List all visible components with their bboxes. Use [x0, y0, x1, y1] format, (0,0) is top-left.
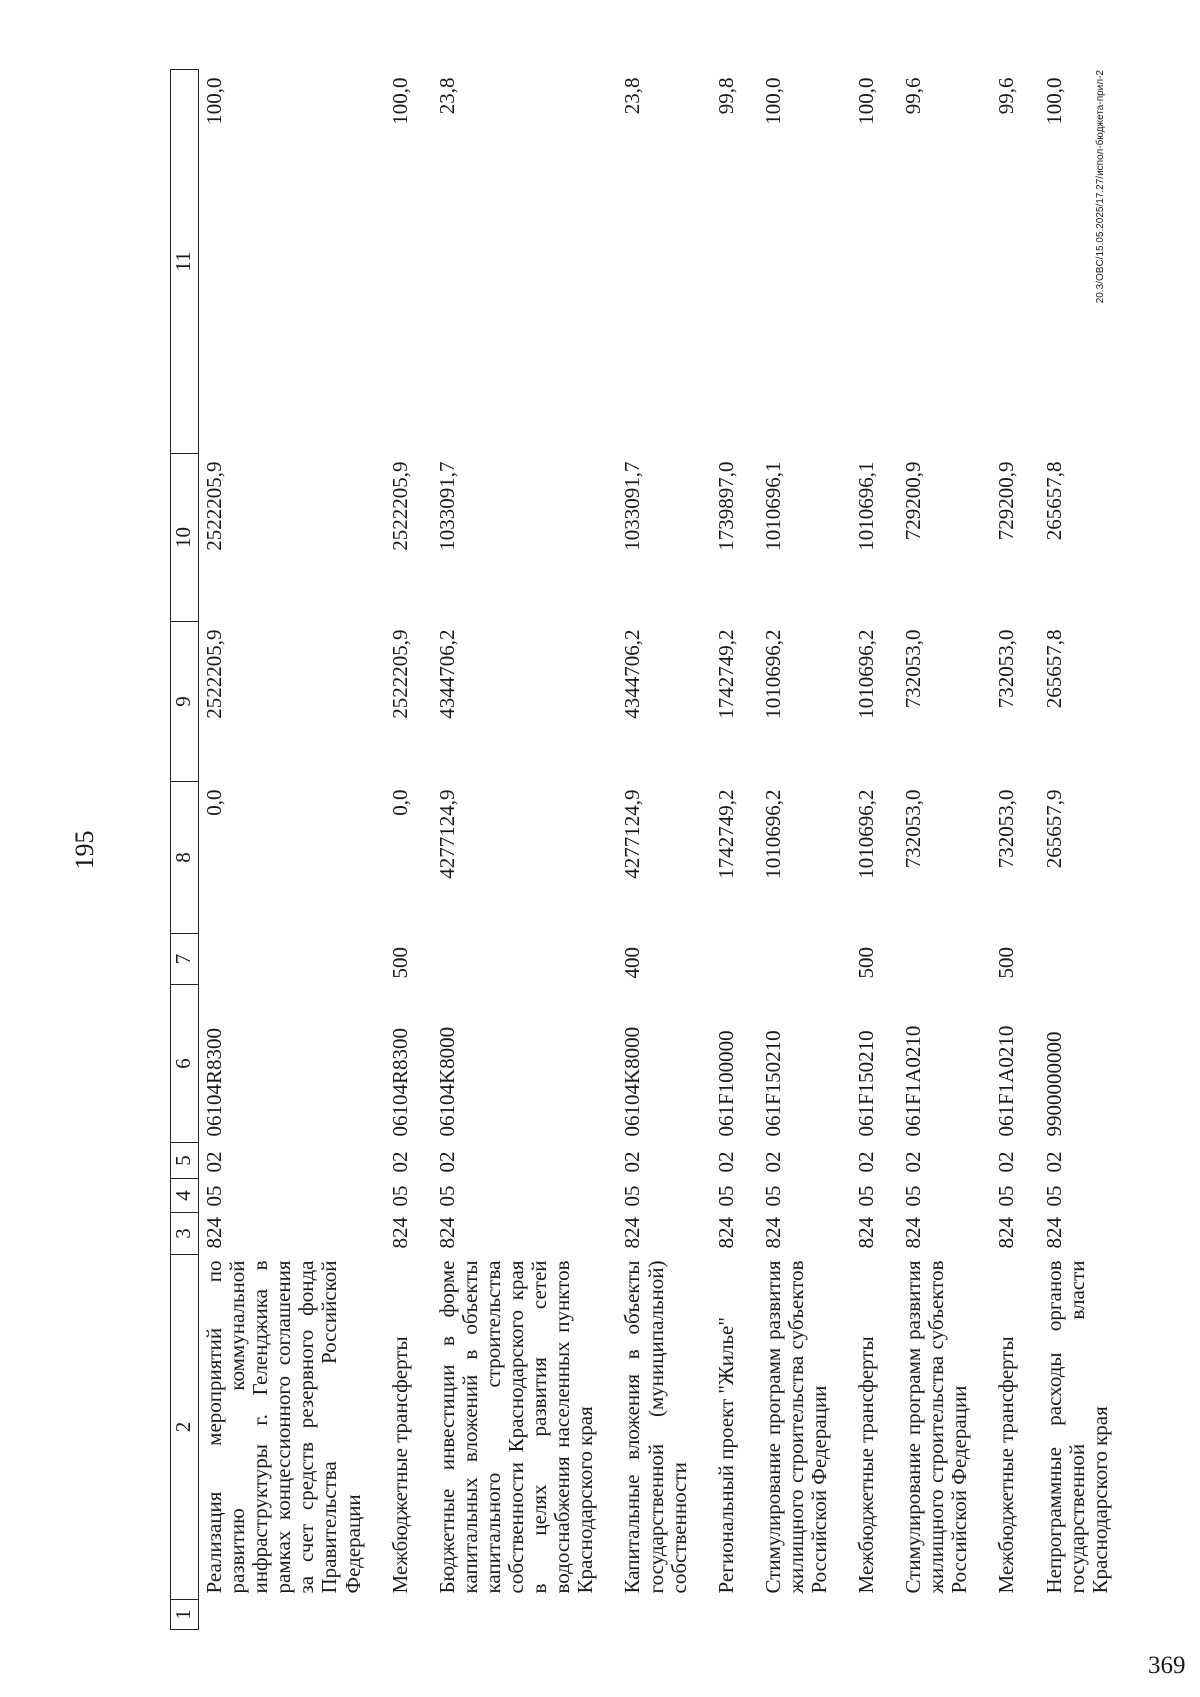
cell-section: 05	[620, 1185, 645, 1207]
table-row	[898, 70, 991, 1630]
table-row	[758, 70, 851, 1630]
cell-section: 05	[854, 1185, 879, 1207]
cell-executed-amount: 1010696,1	[854, 461, 879, 551]
col-header-7: 7	[171, 934, 199, 985]
cell-section: 05	[994, 1185, 1019, 1207]
cell-ministry-code: 824	[202, 1217, 226, 1249]
table-row	[851, 70, 898, 1630]
cell-approved-amount: 4277124,9	[620, 789, 645, 879]
cell-subsection: 02	[1041, 1151, 1066, 1173]
cell-approved-amount: 1742749,2	[713, 789, 738, 879]
cell-expense-type	[758, 934, 851, 985]
col-header-5: 5	[171, 1143, 199, 1179]
cell-budget-list-amount: 732053,0	[901, 629, 926, 709]
page-number: 369	[1148, 1652, 1186, 1679]
cell-target-article: 9900000000	[1041, 1031, 1066, 1137]
cell-executed-amount: 265657,8	[1041, 461, 1066, 541]
cell-approved-amount: 265657,9	[1041, 789, 1066, 869]
cell-percent-executed: 23,8	[434, 77, 459, 115]
cell-approved-amount: 0,0	[387, 789, 412, 816]
cell-approved-amount: 732053,0	[994, 789, 1019, 869]
cell-budget-list-amount: 1742749,2	[713, 629, 738, 719]
cell-percent-executed: 100,0	[760, 77, 785, 125]
table-row	[711, 70, 758, 1630]
cell-description: Стимулирование программ развития жилищного строительства субъектов Российской Федерации	[901, 1260, 972, 1594]
cell-description: Капитальные вложения в объекты государственной (муниципальной) собственности	[620, 1260, 691, 1594]
col-header-10: 10	[171, 454, 199, 622]
cell-executed-amount: 2522205,9	[202, 461, 226, 551]
cell-budget-list-amount: 2522205,9	[202, 629, 226, 719]
col-header-11: 11	[171, 70, 199, 454]
table-row	[199, 70, 385, 1630]
cell-budget-list-amount: 1010696,2	[760, 629, 785, 719]
cell-col1	[898, 1600, 991, 1630]
col-header-8: 8	[171, 782, 199, 934]
footer-stamp: 20.3/OBC/15.05.2025/17.27/испол-бюджета-прил-2	[1095, 70, 1106, 304]
cell-subsection: 02	[620, 1151, 645, 1173]
table-row	[617, 70, 710, 1630]
cell-budget-list-amount: 265657,8	[1041, 629, 1066, 709]
table-row	[1039, 70, 1132, 1630]
cell-executed-amount: 2522205,9	[387, 461, 412, 551]
cell-target-article: 06104K8000	[434, 1026, 459, 1137]
cell-col1	[991, 1600, 1038, 1630]
cell-subsection: 02	[387, 1151, 412, 1173]
cell-ministry-code: 824	[713, 1217, 738, 1249]
cell-section: 05	[760, 1185, 785, 1207]
cell-subsection: 02	[434, 1151, 459, 1173]
cell-col1	[851, 1600, 898, 1630]
cell-section: 05	[713, 1185, 738, 1207]
cell-executed-amount: 1010696,1	[760, 461, 785, 551]
col-header-4: 4	[171, 1179, 199, 1213]
cell-executed-amount: 729200,9	[994, 461, 1019, 541]
cell-executed-amount: 1033091,7	[620, 461, 645, 551]
cell-percent-executed: 99,6	[901, 77, 926, 115]
cell-percent-executed: 100,0	[854, 77, 879, 125]
cell-expense-type: 500	[387, 947, 412, 979]
col-header-1: 1	[171, 1600, 199, 1630]
cell-col1	[385, 1600, 432, 1630]
cell-approved-amount: 1010696,2	[854, 789, 879, 879]
cell-approved-amount: 0,0	[202, 789, 226, 816]
col-header-9: 9	[171, 622, 199, 782]
cell-ministry-code: 824	[434, 1217, 459, 1249]
cell-budget-list-amount: 4344706,2	[620, 629, 645, 719]
cell-executed-amount: 1033091,7	[434, 461, 459, 551]
rotated-page	[70, 70, 1112, 1630]
cell-percent-executed: 100,0	[1041, 77, 1066, 125]
budget-table	[170, 69, 1132, 1630]
cell-expense-type	[898, 934, 991, 985]
cell-section: 05	[434, 1185, 459, 1207]
cell-col1	[711, 1600, 758, 1630]
cell-percent-executed: 100,0	[202, 77, 226, 125]
cell-col1	[617, 1600, 710, 1630]
cell-percent-executed: 100,0	[387, 77, 412, 125]
cell-section: 05	[202, 1185, 226, 1207]
cell-expense-type	[199, 934, 385, 985]
cell-expense-type: 500	[994, 947, 1019, 979]
cell-description: Региональный проект "Жилье"	[713, 1317, 738, 1594]
cell-percent-executed: 23,8	[620, 77, 645, 115]
cell-section: 05	[901, 1185, 926, 1207]
cell-description: Бюджетные инвестиции в форме капитальных вложений в объекты капитального строительства собственности Краснодарского края в целях развития сетей водоснабжения населенных пунктов Краснодарского края	[434, 1260, 598, 1594]
cell-subsection: 02	[994, 1151, 1019, 1173]
cell-budget-list-amount: 732053,0	[994, 629, 1019, 709]
cell-description: Межбюджетные трансферты	[387, 1336, 412, 1594]
cell-ministry-code: 824	[994, 1217, 1019, 1249]
cell-executed-amount: 1739897,0	[713, 461, 738, 551]
cell-ministry-code: 824	[1041, 1217, 1066, 1249]
cell-target-article: 061F100000	[713, 1030, 738, 1137]
cell-budget-list-amount: 4344706,2	[434, 629, 459, 719]
cell-subsection: 02	[901, 1151, 926, 1173]
header-row	[171, 70, 199, 1630]
cell-description: Стимулирование программ развития жилищного строительства субъектов Российской Федерации	[760, 1260, 831, 1594]
cell-target-article: 06104K8000	[620, 1026, 645, 1137]
cell-ministry-code: 824	[387, 1217, 412, 1249]
cell-budget-list-amount: 2522205,9	[387, 629, 412, 719]
cell-ministry-code: 824	[901, 1217, 926, 1249]
cell-subsection: 02	[854, 1151, 879, 1173]
cell-subsection: 02	[202, 1151, 226, 1173]
cell-percent-executed: 99,8	[713, 77, 738, 115]
table-row	[385, 70, 432, 1630]
cell-section: 05	[387, 1185, 412, 1207]
cell-expense-type	[432, 934, 618, 985]
table-row	[991, 70, 1038, 1630]
cell-approved-amount: 4277124,9	[434, 789, 459, 879]
cell-description: Межбюджетные трансферты	[994, 1336, 1019, 1594]
cell-target-article: 061F150210	[760, 1030, 785, 1137]
cell-expense-type	[711, 934, 758, 985]
cell-target-article: 061F1A0210	[994, 1025, 1019, 1137]
cell-col1	[199, 1600, 385, 1630]
col-header-3: 3	[171, 1213, 199, 1255]
cell-approved-amount: 1010696,2	[760, 789, 785, 879]
col-header-2: 2	[171, 1255, 199, 1600]
cell-description: Межбюджетные трансферты	[854, 1336, 879, 1594]
cell-budget-list-amount: 1010696,2	[854, 629, 879, 719]
cell-ministry-code: 824	[620, 1217, 645, 1249]
cell-approved-amount: 732053,0	[901, 789, 926, 869]
col-header-6: 6	[171, 985, 199, 1143]
cell-percent-executed: 99,6	[994, 77, 1019, 115]
cell-description: Реализация мероприятий по развитию коммунальной инфраструктуры г. Геленджика в рамках концессионного соглашения за счет средств резервного фонда Правительства Российской Федерации	[202, 1260, 365, 1594]
cell-subsection: 02	[713, 1151, 738, 1173]
cell-col1	[1039, 1600, 1132, 1630]
cell-executed-amount: 729200,9	[901, 461, 926, 541]
cell-col1	[432, 1600, 618, 1630]
cell-target-article: 06104R8300	[387, 1027, 412, 1137]
cell-section: 05	[1041, 1185, 1066, 1207]
cell-ministry-code: 824	[854, 1217, 879, 1249]
cell-expense-type	[1039, 934, 1132, 985]
cell-target-article: 061F150210	[854, 1030, 879, 1137]
table-row	[432, 70, 618, 1630]
cell-target-article: 061F1A0210	[901, 1025, 926, 1137]
cell-ministry-code: 824	[760, 1217, 785, 1249]
page-header-number: 195	[70, 830, 99, 870]
cell-expense-type: 400	[620, 947, 645, 979]
cell-expense-type: 500	[854, 947, 879, 979]
cell-col1	[758, 1600, 851, 1630]
cell-target-article: 06104R8300	[202, 1027, 226, 1137]
cell-subsection: 02	[760, 1151, 785, 1173]
cell-description: Непрограммные расходы органов государственной власти Краснодарского края	[1041, 1260, 1112, 1594]
